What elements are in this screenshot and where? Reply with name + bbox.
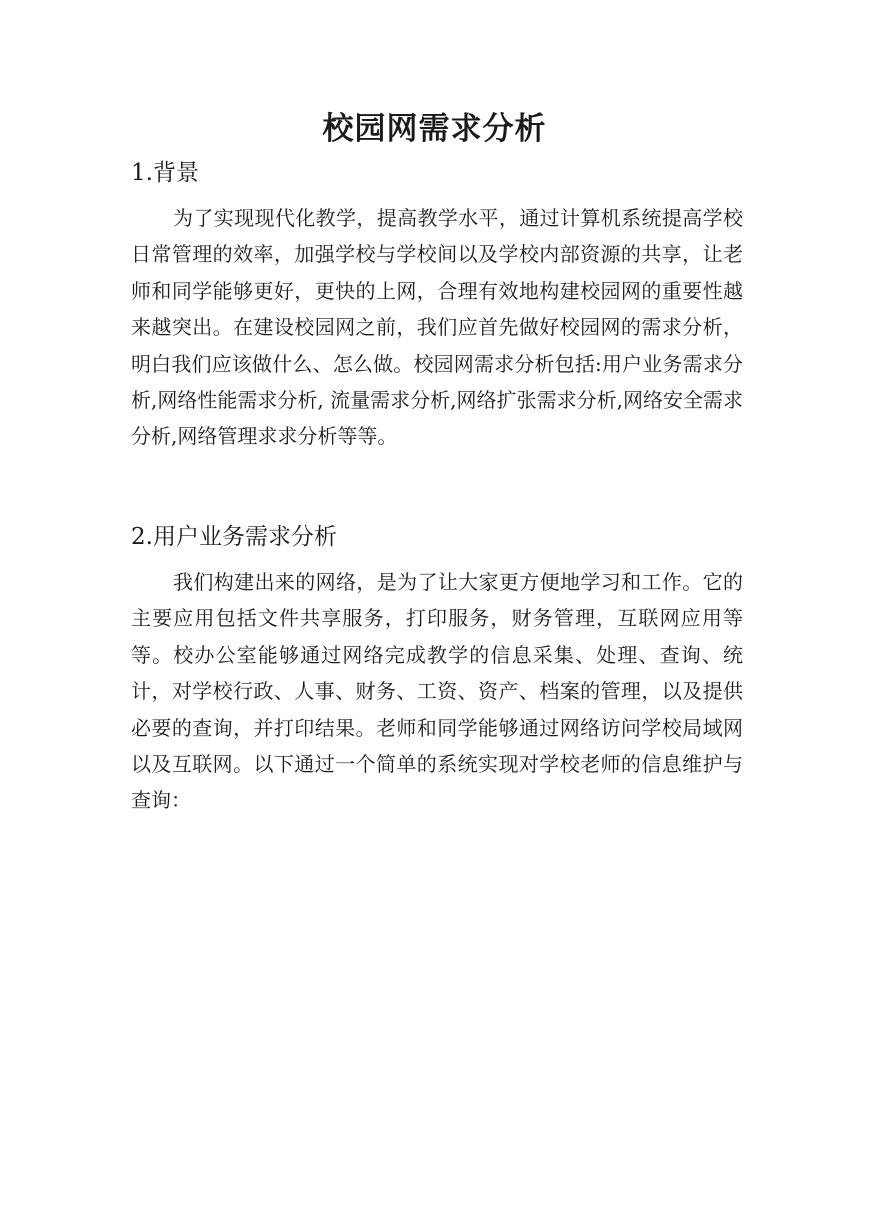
- section-body-background: 为了实现现代化教学，提高教学水平，通过计算机系统提高学校日常管理的效率，加强学校与学校间以及学校内部资源的共享，让老师和同学能够更好，更快的上网，合理有效地构建校园网的重要性越来越突出。在建设校园网之前，我们应首先做好校园网的需求分析，明白我们应该做什么、怎么做。校园网需求分析包括:用户业务需求分析,网络性能需求分析, 流量需求分析,网络扩张需求分析,网络安全需求分析,网络管理求求分析等等。: [131, 206, 743, 449]
- section-heading-background: 1.背景: [131, 160, 199, 186]
- section-body-user-requirements: 我们构建出来的网络，是为了让大家更方便地学习和工作。它的主要应用包括文件共享服务，打印服务，财务管理，互联网应用等等。校办公室能够通过网络完成教学的信息采集、处理、查询、统计，对学校行政、人事、财务、工资、资产、档案的管理，以及提供必要的查询，并打印结果。老师和同学能够通过网络访问学校局域网以及互联网。以下通过一个简单的系统实现对学校老师的信息维护与查询：: [131, 570, 743, 813]
- document-title: 校园网需求分析: [322, 111, 547, 147]
- section-heading-user-requirements: 2.用户业务需求分析: [131, 524, 337, 550]
